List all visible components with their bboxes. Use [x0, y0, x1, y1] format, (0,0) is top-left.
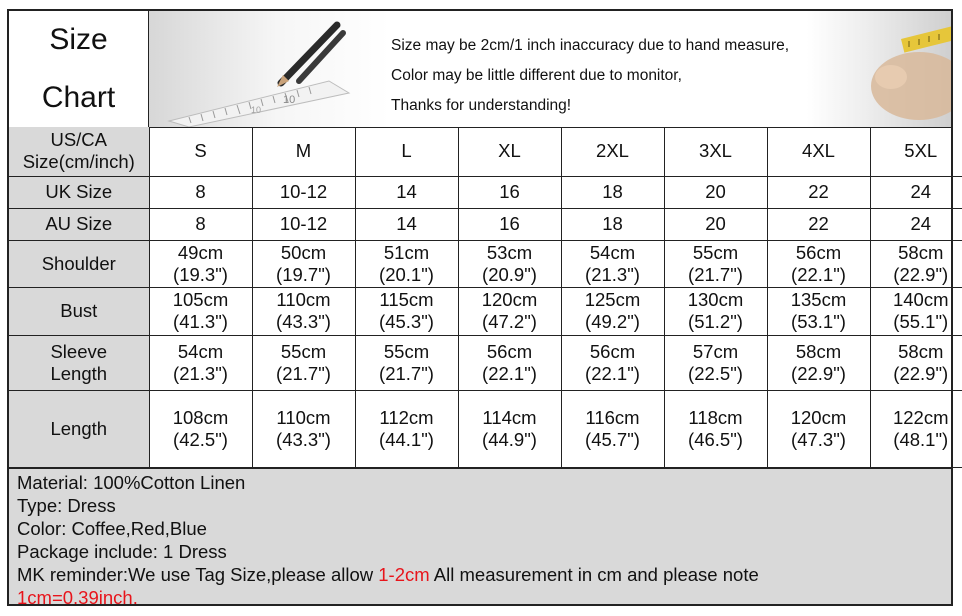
- table-cell: 118cm (46.5"): [664, 390, 767, 467]
- size-header: S: [149, 127, 252, 176]
- table-cell: 54cm (21.3"): [561, 240, 664, 287]
- banner: [149, 11, 951, 127]
- table-cell: 14: [355, 176, 458, 208]
- table-cell: 135cm (53.1"): [767, 287, 870, 335]
- row-label: Bust: [9, 287, 149, 335]
- table-cell: 54cm (21.3"): [149, 335, 252, 390]
- size-header: XL: [458, 127, 561, 176]
- size-header: 5XL: [870, 127, 962, 176]
- size-header: 4XL: [767, 127, 870, 176]
- row-label: Sleeve Length: [9, 335, 149, 390]
- note-line: Size may be 2cm/1 inch inaccuracy due to hand measure,: [391, 37, 790, 54]
- row-label: Shoulder: [9, 240, 149, 287]
- reminder-line: MK reminder:We use Tag Size,please allow 1-2cm All measurement in cm and please note: [17, 564, 759, 585]
- table-cell: 24: [870, 208, 962, 240]
- table-cell: 20: [664, 208, 767, 240]
- note-line: Color may be little different due to monitor,: [391, 67, 682, 84]
- table-cell: 116cm (45.7"): [561, 390, 664, 467]
- size-table: [9, 127, 962, 468]
- table-cell: 56cm (22.1"): [561, 335, 664, 390]
- note-line: Thanks for understanding!: [391, 97, 572, 114]
- package-line: Package include: 1 Dress: [17, 541, 227, 562]
- ruler-mark-2: 10: [251, 105, 262, 115]
- table-cell: 58cm (22.9"): [870, 240, 962, 287]
- size-header: 2XL: [561, 127, 664, 176]
- ruler-mark-1: 10: [283, 94, 296, 106]
- table-cell: 8: [149, 176, 252, 208]
- table-cell: 55cm (21.7"): [355, 335, 458, 390]
- notes: [391, 31, 789, 121]
- table-row-sleeve: [9, 335, 962, 390]
- table-cell: 108cm (42.5"): [149, 390, 252, 467]
- table-cell: 55cm (21.7"): [252, 335, 355, 390]
- table-cell: 130cm (51.2"): [664, 287, 767, 335]
- table-cell: 53cm (20.9"): [458, 240, 561, 287]
- table-cell: 49cm (19.3"): [149, 240, 252, 287]
- table-cell: 56cm (22.1"): [767, 240, 870, 287]
- table-cell: 8: [149, 208, 252, 240]
- table-cell: 58cm (22.9"): [870, 335, 962, 390]
- conversion-line: 1cm=0.39inch.: [17, 587, 138, 608]
- table-cell: 22: [767, 176, 870, 208]
- table-cell: 22: [767, 208, 870, 240]
- table-row-au: [9, 208, 962, 240]
- table-row-length: [9, 390, 962, 467]
- table-cell: 120cm (47.3"): [767, 390, 870, 467]
- table-cell: 140cm (55.1"): [870, 287, 962, 335]
- chart-header: [9, 11, 951, 128]
- table-cell: 20: [664, 176, 767, 208]
- table-cell: 18: [561, 176, 664, 208]
- table-row-sizes: [9, 127, 962, 176]
- table-cell: 57cm (22.5"): [664, 335, 767, 390]
- table-row-bust: [9, 287, 962, 335]
- table-cell: 50cm (19.7"): [252, 240, 355, 287]
- table-cell: 114cm (44.9"): [458, 390, 561, 467]
- size-chart: [7, 9, 953, 606]
- table-cell: 51cm (20.1"): [355, 240, 458, 287]
- tolerance-highlight: 1-2cm: [378, 564, 430, 585]
- table-cell: 55cm (21.7"): [664, 240, 767, 287]
- table-cell: 14: [355, 208, 458, 240]
- row-label: UK Size: [9, 176, 149, 208]
- table-cell: 10-12: [252, 176, 355, 208]
- title-line-2: Chart: [41, 81, 116, 114]
- row-label: Length: [9, 390, 149, 467]
- table-cell: 122cm (48.1"): [870, 390, 962, 467]
- table-cell: 112cm (44.1"): [355, 390, 458, 467]
- table-cell: 10-12: [252, 208, 355, 240]
- table-row-uk: [9, 176, 962, 208]
- table-cell: 105cm (41.3"): [149, 287, 252, 335]
- product-info: [9, 468, 951, 608]
- color-line: Color: Coffee,Red,Blue: [17, 518, 207, 539]
- size-header: 3XL: [664, 127, 767, 176]
- table-cell: 16: [458, 176, 561, 208]
- row-label: US/CA Size(cm/inch): [9, 127, 149, 176]
- title-line-1: Size: [49, 23, 108, 56]
- row-label: AU Size: [9, 208, 149, 240]
- table-cell: 58cm (22.9"): [767, 335, 870, 390]
- title-cell: [9, 11, 149, 127]
- table-cell: 110cm (43.3"): [252, 390, 355, 467]
- table-cell: 125cm (49.2"): [561, 287, 664, 335]
- table-cell: 18: [561, 208, 664, 240]
- table-cell: 56cm (22.1"): [458, 335, 561, 390]
- table-cell: 110cm (43.3"): [252, 287, 355, 335]
- table-cell: 115cm (45.3"): [355, 287, 458, 335]
- size-header: L: [355, 127, 458, 176]
- size-header: M: [252, 127, 355, 176]
- table-cell: 24: [870, 176, 962, 208]
- table-cell: 16: [458, 208, 561, 240]
- material-line: Material: 100%Cotton Linen: [17, 472, 246, 493]
- table-row-shoulder: [9, 240, 962, 287]
- table-cell: 120cm (47.2"): [458, 287, 561, 335]
- type-line: Type: Dress: [17, 495, 116, 516]
